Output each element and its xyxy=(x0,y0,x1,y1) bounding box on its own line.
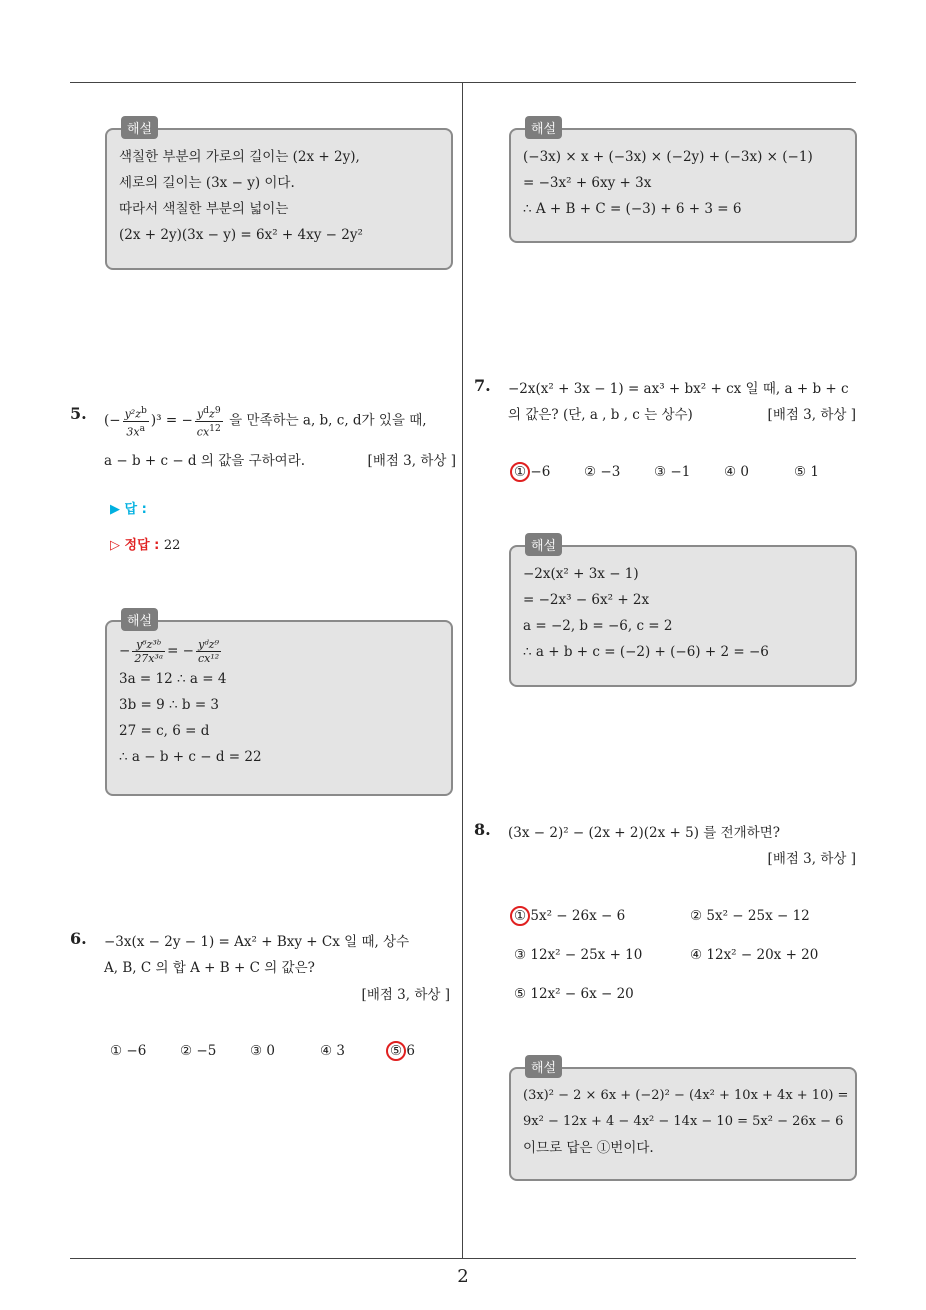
correct-label: ▷ 정답 : xyxy=(110,538,160,553)
frac-num: y²z xyxy=(124,407,142,421)
question-6-text-line2: A, B, C 의 합 A + B + C 의 값은? xyxy=(104,960,315,976)
question-6-text-line1: −3x(x − 2y − 1) = Ax² + Bxy + Cx 일 때, 상수 xyxy=(104,934,410,950)
correct-value: 22 xyxy=(163,538,181,553)
question-8-text: (3x − 2)² − (2x + 2)(2x + 5) 를 전개하면? xyxy=(508,825,780,841)
choice-1[interactable]: ① −6 xyxy=(514,464,551,480)
solution-line: 색칠한 부분의 가로의 길이는 (2x + 2y), xyxy=(119,149,360,165)
frac-sup: a xyxy=(139,422,146,434)
question-number-5: 5. xyxy=(70,404,87,423)
solution-line: 3b = 9 ∴ b = 3 xyxy=(119,697,220,713)
question-5-points: [배점 3, 하상 ] xyxy=(367,453,456,469)
question-8-points: [배점 3, 하상 ] xyxy=(767,851,856,867)
solution-line: 세로의 길이는 (3x − y) 이다. xyxy=(119,175,295,191)
solution-box-8 xyxy=(509,1061,857,1181)
frac-num: y⁶z³ᵇ xyxy=(136,638,162,651)
fraction xyxy=(123,404,149,438)
question-7-points: [배점 3, 하상 ] xyxy=(767,407,856,423)
solution-line: = −3x² + 6xy + 3x xyxy=(523,175,652,191)
solution-tag: 해설 xyxy=(525,116,562,139)
frac-sup: 9 xyxy=(214,405,221,416)
choice-2[interactable]: ② 5x² − 25x − 12 xyxy=(690,908,810,924)
frac-den: 3x xyxy=(126,425,140,439)
solution-line: (3x)² − 2 × 6x + (−2)² − (4x² + 10x + 4x + 10) = xyxy=(523,1088,849,1103)
solution-line: ∴ A + B + C = (−3) + 6 + 3 = 6 xyxy=(523,201,742,217)
frac-num: y xyxy=(196,407,204,421)
question-number-7: 7. xyxy=(474,376,491,395)
solution-tag: 해설 xyxy=(121,608,158,631)
frac-sup: 12 xyxy=(209,422,221,434)
frac-den: cx¹² xyxy=(197,652,220,665)
choice-4[interactable]: ④ 0 xyxy=(724,464,749,480)
frac-sup: b xyxy=(141,405,147,416)
choice-5[interactable]: ⑤ 1 xyxy=(794,464,819,480)
question-7-text-line2: 의 값은? (단, a , b , c 는 상수) xyxy=(508,407,693,423)
eq-part: )³ = − xyxy=(150,412,193,429)
choice-1[interactable]: ① −6 xyxy=(110,1043,147,1059)
question-7-text-line1: −2x(x² + 3x − 1) = ax³ + bx² + cx 일 때, a + b + c xyxy=(508,381,849,397)
solution-line: 3a = 12 ∴ a = 4 xyxy=(119,671,227,687)
solution-line: ∴ a + b + c = (−2) + (−6) + 2 = −6 xyxy=(523,644,769,660)
selected-answer-circle xyxy=(510,462,530,482)
solution-box-5 xyxy=(105,614,453,796)
selected-answer-circle xyxy=(386,1041,406,1061)
frac-den: cx xyxy=(196,425,210,439)
fraction xyxy=(132,638,165,665)
frac-den: 27x³ᵃ xyxy=(134,652,164,665)
column-divider xyxy=(462,83,463,1259)
choice-3[interactable]: ③ −1 xyxy=(654,464,691,480)
solution-line: 이므로 답은 ①번이다. xyxy=(523,1140,654,1156)
solution-line: (−3x) × x + (−3x) × (−2y) + (−3x) × (−1) xyxy=(523,149,813,165)
question-number-8: 8. xyxy=(474,820,491,839)
solution-line: a = −2, b = −6, c = 2 xyxy=(523,618,673,634)
solution-box-7 xyxy=(509,539,857,687)
choice-5[interactable]: ⑤ 12x² − 6x − 20 xyxy=(514,986,634,1002)
solution-tag: 해설 xyxy=(121,116,158,139)
solution-line: 9x² − 12x + 4 − 4x² − 14x − 10 = 5x² − 26x − 6 xyxy=(523,1114,844,1129)
solution-box-4 xyxy=(105,122,453,270)
question-5-equation xyxy=(104,404,456,438)
question-number-6: 6. xyxy=(70,929,87,948)
page-number: 2 xyxy=(457,1266,469,1287)
choice-2[interactable]: ② −5 xyxy=(180,1043,217,1059)
frac-sup: d xyxy=(203,405,210,416)
top-rule xyxy=(70,82,856,83)
answer-label: ▶ 답 : xyxy=(110,502,147,517)
solution-line: 따라서 색칠한 부분의 넓이는 xyxy=(119,201,289,217)
bottom-rule xyxy=(70,1258,856,1259)
solution-line: −2x(x² + 3x − 1) xyxy=(523,566,639,582)
selected-answer-circle xyxy=(510,906,530,926)
eq-part: = − xyxy=(167,643,194,659)
question-6-points: [배점 3, 하상 ] xyxy=(361,987,450,1003)
solution-line: 27 = c, 6 = d xyxy=(119,723,210,739)
question-5-text-line2: a − b + c − d 의 값을 구하여라. xyxy=(104,453,306,469)
frac-num: yᵈz⁹ xyxy=(198,638,219,651)
solution-line: = −2x³ − 6x² + 2x xyxy=(523,592,650,608)
choice-4[interactable]: ④ 3 xyxy=(320,1043,345,1059)
choice-1[interactable]: ① 5x² − 26x − 6 xyxy=(514,908,626,924)
choice-4[interactable]: ④ 12x² − 20x + 20 xyxy=(690,947,819,963)
choice-3[interactable]: ③ 0 xyxy=(250,1043,275,1059)
solution-line: ∴ a − b + c − d = 22 xyxy=(119,749,262,765)
choice-3[interactable]: ③ 12x² − 25x + 10 xyxy=(514,947,643,963)
fraction xyxy=(195,404,223,438)
solution-line: (2x + 2y)(3x − y) = 6x² + 4xy − 2y² xyxy=(119,227,363,243)
solution-box-6 xyxy=(509,122,857,243)
question-5-text: 을 만족하는 a, b, c, d가 있을 때, xyxy=(229,412,427,429)
solution-fraction-line xyxy=(119,636,439,666)
correct-answer xyxy=(110,534,180,553)
eq-part: (− xyxy=(104,412,121,429)
fraction xyxy=(196,638,221,665)
choice-5[interactable]: ⑤ 6 xyxy=(390,1043,415,1059)
solution-tag: 해설 xyxy=(525,1055,562,1078)
solution-tag: 해설 xyxy=(525,533,562,556)
frac-num: z xyxy=(209,407,215,421)
eq-part: − xyxy=(119,643,131,659)
choice-2[interactable]: ② −3 xyxy=(584,464,621,480)
